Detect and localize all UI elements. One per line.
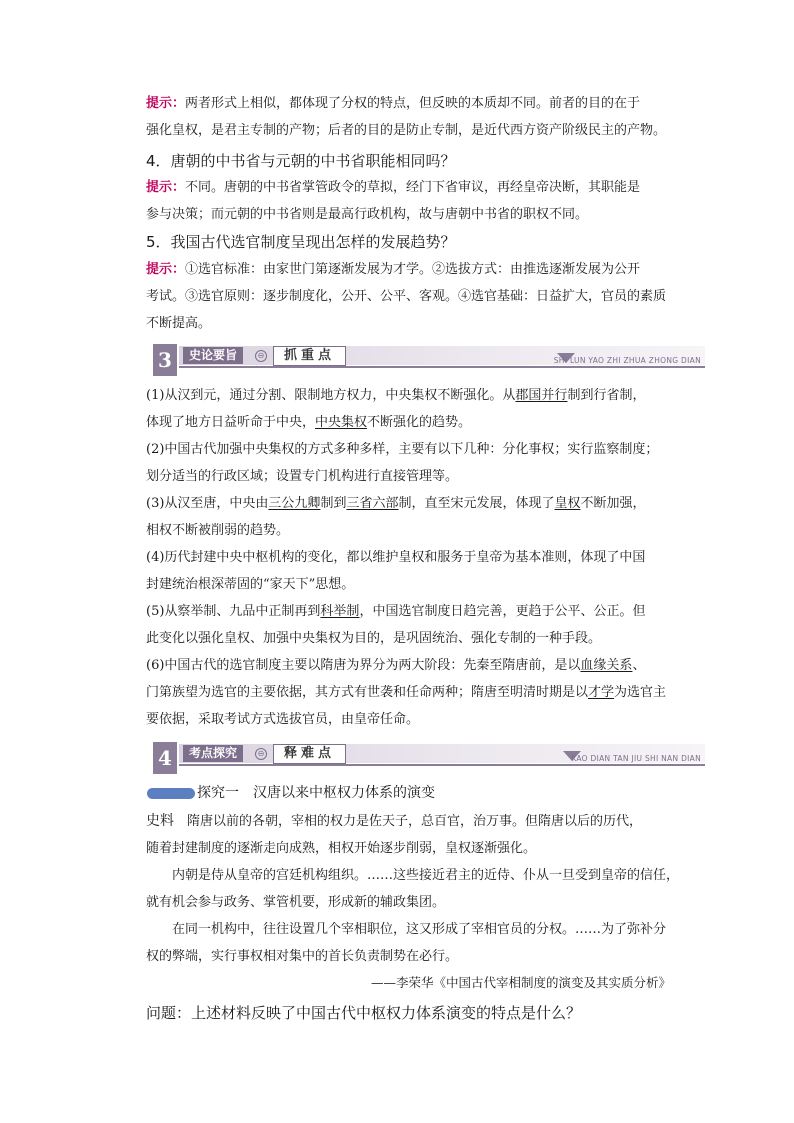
text-line: 此变化以强化皇权、加强中央集权为目的，是巩固统治、强化专制的一种手段。 [146, 631, 602, 646]
text-line: 内朝是侍从皇帝的宫廷机构组织。……这些接近君主的近侍、仆从一旦受到皇帝的信任， [172, 868, 680, 883]
section-number: 3 [153, 344, 177, 376]
text-run: (6)中国古代的选官制度主要以隋唐为界分为两大阶段：先秦至隋唐前，是以 [146, 658, 581, 673]
text-run: (1)从汉到元，通过分割、限制地方权力，中央集权不断强化。从 [146, 388, 516, 403]
text-run: 不断强化的趋势。 [367, 415, 472, 430]
explore-marker [147, 788, 195, 799]
text-line: 权的弊端，实行事权相对集中的首长负责制势在必行。 [146, 949, 459, 964]
text-line: 封建统治根深蒂固的“家天下”思想。 [146, 577, 355, 592]
section-banner-difficult-points [153, 742, 705, 774]
text-run: 门第族望为选官的主要依据，其方式有世袭和任命两种；隋唐至明清时期是以 [146, 685, 589, 700]
underlined-term: 皇权 [554, 496, 581, 511]
circle-minus-icon: ⊖ [255, 350, 267, 362]
text-run: 为选官主 [614, 685, 667, 700]
banner-tag: 史论要旨 [183, 347, 243, 364]
text-line: 强化皇权，是君主专制的产物；后者的目的是防止专制，是近代西方资产阶级民主的产物。 [146, 123, 667, 138]
text-line: 不同。唐朝的中书省掌管政令的草拟，经门下省审议，再经皇帝决断，其职能是 [185, 180, 641, 195]
source-label: 史料 [146, 813, 174, 829]
underlined-term: 三省六部 [346, 496, 399, 511]
source-material [146, 808, 682, 970]
hint-paragraph-2 [146, 174, 682, 228]
citation: ——李荣华《中国古代宰相制度的演变及其实质分析》 [370, 975, 671, 990]
text-run: (5)从察举制、九品中正制再到 [146, 604, 321, 619]
text-run: (3)从汉至唐，中央由 [146, 496, 269, 511]
text-run: 制，直至宋元发展，体现了 [398, 496, 555, 511]
underlined-term: 才学 [588, 685, 615, 700]
banner-box-label: 抓重点 [273, 346, 346, 366]
underlined-term: 中央集权 [315, 415, 368, 430]
underlined-term: 科举制 [320, 604, 360, 619]
key-points-text [146, 382, 682, 733]
hint-paragraph-3 [146, 256, 682, 337]
hint-paragraph-1 [146, 90, 682, 144]
hint-label: 提示： [146, 180, 186, 195]
banner-divider [179, 366, 705, 368]
text-line: ①选官标准：由家世门第逐渐发展为才学。②选拔方式：由推选逐渐发展为公开 [185, 262, 641, 277]
text-line: (2)中国古代加强中央集权的方式多种多样，主要有以下几种：分化事权；实行监察制度； [146, 442, 659, 457]
question-prompt: 问题：上述材料反映了中国古代中枢权力体系演变的特点是什么？ [146, 1004, 582, 1022]
hint-label: 提示： [146, 262, 186, 277]
text-run: 隋唐以前的各朝，宰相的权力是佐天子，总百官，治万事。但隋唐以后的历代， [174, 814, 643, 829]
section-number: 4 [153, 742, 177, 774]
text-run: 制到 [320, 496, 347, 511]
underlined-term: 三公九卿 [268, 496, 321, 511]
text-line: 要依据，采取考试方式选拔官员，由皇帝任命。 [146, 712, 420, 727]
text-line: 两者形式上相似，都体现了分权的特点，但反映的本质却不同。前者的目的在于 [185, 96, 641, 111]
banner-box-label: 释难点 [273, 744, 346, 764]
section-banner-key-points [153, 344, 705, 376]
text-line: 划分适当的行政区域；设置专门机构进行直接管理等。 [146, 469, 459, 484]
text-run: 体现了地方日益听命于中央， [146, 415, 316, 430]
question-5: 5．我国古代选官制度呈现出怎样的发展趋势？ [146, 233, 456, 251]
banner-english: KAO DIAN TAN JIU SHI NAN DIAN [571, 754, 701, 763]
banner-divider [179, 764, 705, 766]
circle-minus-icon: ⊖ [255, 748, 267, 760]
text-run: 制到行省制， [567, 388, 646, 403]
text-run: 不断加强， [580, 496, 646, 511]
hint-label: 提示： [146, 96, 186, 111]
underlined-term: 血缘关系 [580, 658, 633, 673]
banner-tag: 考点探究 [183, 745, 243, 762]
explore-title: 探究一 汉唐以来中枢权力体系的演变 [197, 785, 435, 801]
text-line: 参与决策；而元朝的中书省则是最高行政机构，故与唐朝中书省的职权不同。 [146, 207, 589, 222]
text-line: 就有机会参与政务、掌管机要，形成新的辅政集团。 [146, 895, 446, 910]
text-line: 不断提高。 [146, 316, 212, 331]
text-line: (4)历代封建中央中枢机构的变化，都以维护皇权和服务于皇帝为基本准则，体现了中国 [146, 550, 646, 565]
text-run: 、 [632, 658, 646, 673]
text-line: 随着封建制度的逐渐走向成熟，相权开始逐步削弱，皇权逐渐强化。 [146, 841, 537, 856]
banner-english: SHI LUN YAO ZHI ZHUA ZHONG DIAN [553, 356, 701, 365]
underlined-term: 郡国并行 [515, 388, 568, 403]
text-run: ，中国选官制度日趋完善，更趋于公平、公正。但 [359, 604, 646, 619]
question-4: 4．唐朝的中书省与元朝的中书省职能相同吗？ [146, 152, 456, 170]
text-line: 在同一机构中，往往设置几个宰相职位，这又形成了宰相官员的分权。……为了弥补分 [172, 922, 667, 937]
text-line: 相权不断被削弱的趋势。 [146, 523, 290, 538]
text-line: 考试。③选官原则：逐步制度化，公开、公平、客观。④选官基础：日益扩大，官员的素质 [146, 289, 667, 304]
